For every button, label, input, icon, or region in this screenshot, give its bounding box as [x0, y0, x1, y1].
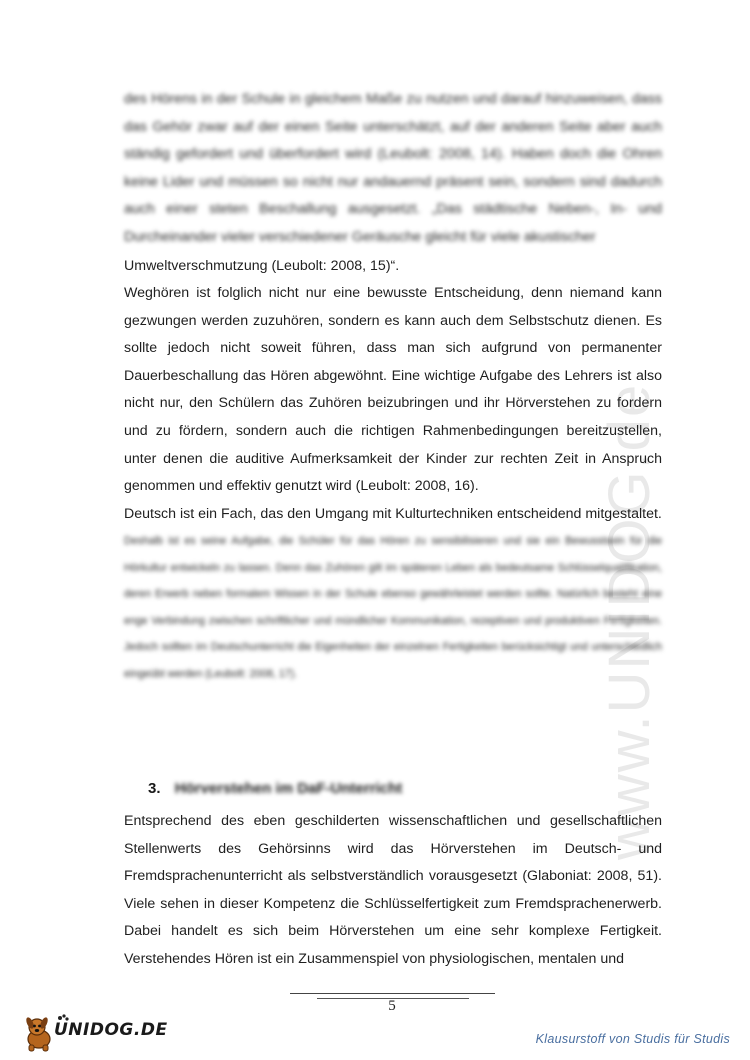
page-number: 5 [388, 998, 396, 1014]
paragraph-weghoeren: Weghören ist folglich nicht nur eine bewusste Entscheidung, denn niemand kann gezwungen werden zuzuhören, sondern es kann auch dem Selbstschutz dienen. Es sollte jedoch nicht soweit führen, dass man sich aufgrund von permanenter Dauerbeschallung das Hören abgewöhnt. Eine wichtige Aufgabe des Lehrers ist also nicht nur, den Schülern das Zuhören beizubringen und ihr Hörverstehen zu fordern und zu fördern, sondern auch die richtigen Rahmenbedingungen bereitzustellen, unter denen die auditive Aufmerksamkeit der Kinder zur rechten Zeit in Anspruch genommen und effektiv genutzt wird (Leubolt: 2008, 16). [124, 285, 662, 495]
footer-tagline: Klausurstoff von Studis für Studis [535, 1032, 730, 1046]
paragraph-deutsch-first-line: Deutsch ist ein Fach, das den Umgang mit Kulturtechniken entscheidend mitgestaltet. [124, 506, 662, 522]
footer-rule-top [290, 993, 495, 994]
blurred-paragraph-middle: Deshalb ist es seine Aufgabe, die Schüler für das Hören zu sensibilisieren und sie ein Bewusstsein für die Hörkultur entwickeln zu lassen. Denn das Zuhören gilt im späteren Leben als bedeutsame Schlüsselqualifikation, deren Erwerb neben formalem Wissen in der Schule ebenso gewährleistet werden sollte. Natürlich besteht eine enge Verbindung zwischen schriftlicher und mündlicher Kommunikation, rezeptiven und produktiven Fertigkeiten. Jedoch sollten im Deutschunterricht die Eigenheiten der einzelnen Fertigkeiten berücksichtigt und unterschiedlich eingeübt werden (Leubolt: 2008, 17). [124, 535, 662, 680]
section-heading-title: Hörverstehen im DaF-Unterricht [174, 780, 403, 797]
watermark: www.UNIDOG.de [597, 382, 662, 860]
section-heading [148, 780, 402, 797]
logo-text: UNIDOG.DE [54, 1020, 168, 1040]
paragraph-section-3: Entsprechend des eben geschilderten wissenschaftlichen und gesellschaftlichen Stellenwerts des Gehörsinns wird das Hörverstehen im Deutsch- und Fremdsprachenunterricht als selbstverständlich vorausgesetzt (Glaboniat: 2008, 51). Viele sehen in dieser Kompetenz die Schlüsselfertigkeit zum Fremdsprachenerwerb. Dabei handelt es sich beim Hörverstehen um eine sehr komplexe Fertigkeit. Verstehendes Hören ist ein Zusammenspiel von physiologischen, mentalen und [124, 813, 662, 967]
blurred-paragraph-top: des Hörens in der Schule in gleichem Maße zu nutzen und darauf hinzuweisen, dass das Gehör zwar auf der einen Seite unterschätzt, auf der anderen Seite aber auch ständig gefordert und überfordert wird (Leubolt: 2008, 14). Haben doch die Ohren keine Lider und müssen so nicht nur andauernd präsent sein, sondern sind dadurch auch einer steten Beschallung ausgesetzt. „Das städtische Neben-, In- und Durcheinander vieler verschiedener Geräusche gleicht für viele akustischer [124, 91, 662, 245]
partial-line: Umweltverschmutzung (Leubolt: 2008, 15)“. [124, 258, 400, 274]
section-heading-number: 3. [148, 780, 161, 797]
